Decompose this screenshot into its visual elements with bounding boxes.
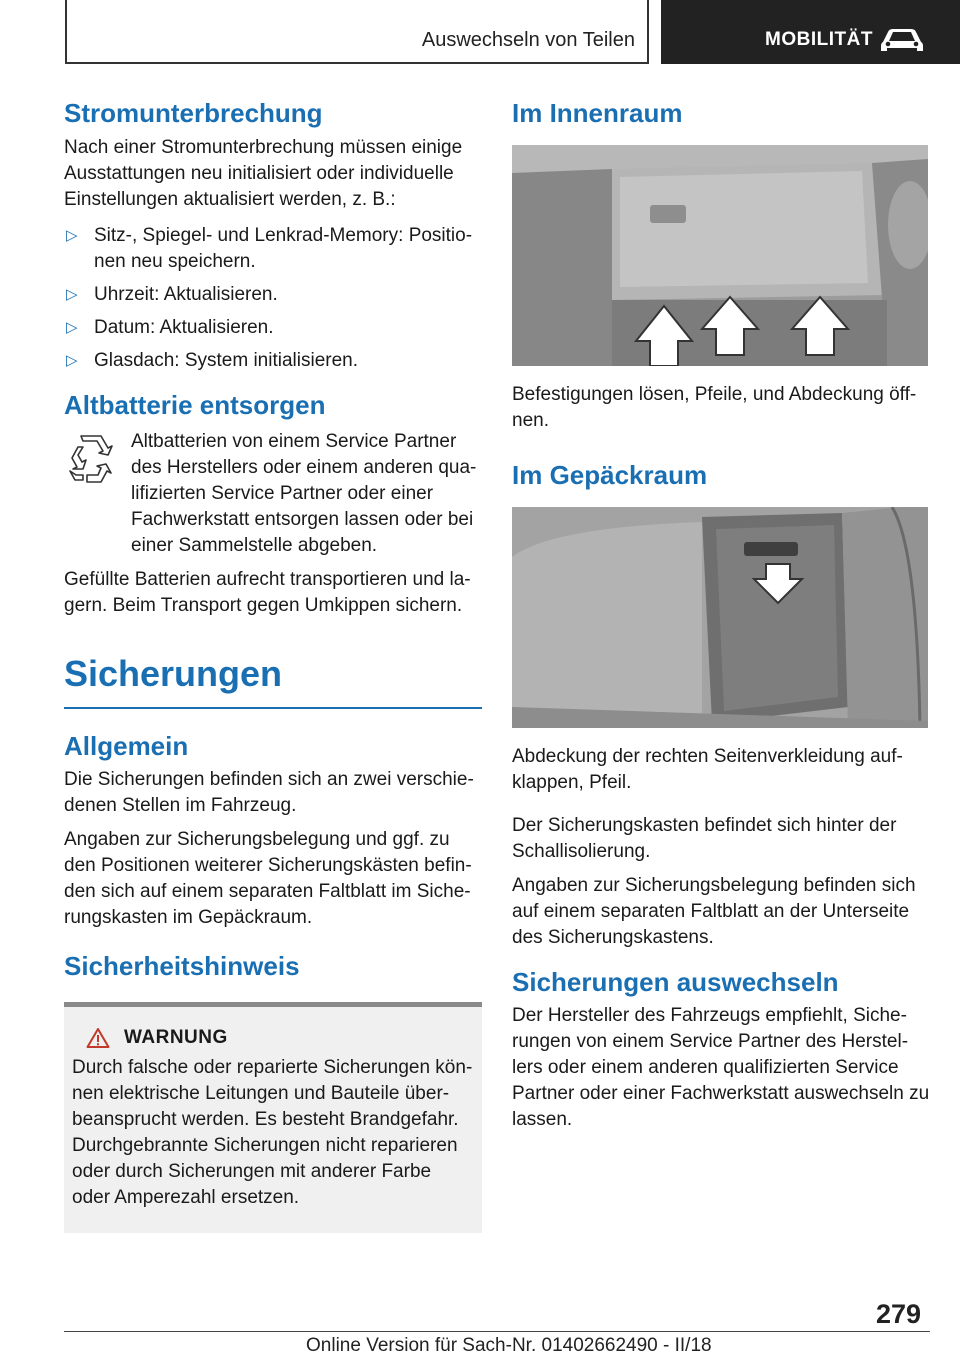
section-stromunterbrechung [64, 98, 482, 374]
recycle-icon [64, 433, 116, 485]
warning-box [64, 1002, 482, 1233]
stromunterbrechung-intro: Nach einer Stromunterbrechung müssen einige Ausstattungen neu initialisiert oder individuelle Einstellungen aktualisiert werden, z. B.: [64, 137, 463, 211]
list-item: ▷ Sitz-, Spiegel- und Lenkrad-Memory: Positionen neu speichern. [66, 225, 473, 273]
header-chapter-bar [661, 0, 960, 64]
heading-sicherheitshinweis: Sicherheitshinweis [64, 950, 300, 981]
trunk-illustration [512, 507, 928, 728]
glovebox-illustration [512, 145, 928, 366]
altbatterie-para1: Altbatterien von einem Service Partner des Herstellers oder einem anderen qualifizierten Service Partner oder einer Fachwerkstatt entsorgen lassen oder bei einer Sammelstelle abgeben. [131, 431, 477, 557]
heading-sicherungen: Sicherungen [64, 653, 283, 695]
header-section-title: Auswechseln von Teilen [421, 29, 635, 51]
triangle-bullet-icon: ▷ [66, 352, 78, 370]
list-item: ▷ Glasdach: System initialisieren. [64, 348, 482, 374]
warning-text: Durch falsche oder reparierte Sicherungen können elektrische Leitungen und Bauteile überbeansprucht werden. Es besteht Brandgefahr. Durchgebrannte Sicherungen nicht reparieren oder durch Sicherungen mit anderer Farbe oder Amperezahl ersetzen. [72, 1056, 473, 1208]
footer-online-version: Online Version für Sach-Nr. 01402662490 - II/18 [306, 1335, 712, 1356]
glovebox-figure [512, 145, 928, 366]
list-item: ▷ Datum: Aktualisieren. [64, 315, 482, 341]
section-sicherungen [64, 653, 482, 1232]
triangle-bullet-icon: ▷ [66, 319, 78, 337]
heading-altbatterie: Altbatterie entsorgen [64, 390, 326, 421]
heading-sicherungen-auswechseln: Sicherungen auswechseln [512, 967, 839, 998]
gepaeckraum-para2: Der Sicherungskasten befindet sich hinter der Schallisolierung. [512, 815, 897, 863]
list-item: ▷ Uhrzeit: Aktualisieren. [64, 282, 482, 308]
gepaeckraum-caption: Abdeckung der rechten Seitenverkleidung aufklappen, Pfeil. [512, 746, 903, 794]
gepaeckraum-para3: Angaben zur Sicherungsbelegung befinden sich auf einem separaten Faltblatt an der Unterseite des Sicherungskastens. [512, 875, 916, 949]
car-icon [879, 26, 925, 54]
warning-title: WARNUNG [124, 1026, 228, 1048]
heading-gepaeckraum: Im Gepäckraum [512, 460, 708, 491]
heading-allgemein: Allgemein [64, 731, 189, 762]
heading-underline [64, 707, 482, 709]
allgemein-para2: Angaben zur Sicherungsbelegung und ggf. zu den Positionen weiterer Sicherungskästen befinden sich auf einem separaten Faltblatt im Sicherungskasten im Gepäckraum. [64, 828, 472, 928]
footer-divider [64, 1331, 930, 1332]
heading-innenraum: Im Innenraum [512, 98, 683, 128]
header-chapter-title: MOBILITÄT [765, 29, 873, 50]
warning-triangle-icon [86, 1027, 110, 1049]
allgemein-para1: Die Sicherungen befinden sich an zwei verschiedenen Stellen im Fahrzeug. [64, 768, 474, 816]
innenraum-caption: Befestigungen lösen, Pfeile, und Abdeckung öffnen. [512, 384, 917, 432]
right-column [512, 98, 930, 1133]
altbatterie-para2: Gefüllte Batterien aufrecht transportieren und lagern. Beim Transport gegen Umkippen sichern. [64, 569, 471, 617]
trunk-figure [512, 507, 928, 728]
page-number: 279 [876, 1299, 922, 1329]
left-column [64, 98, 482, 1233]
stromunterbrechung-list [64, 223, 482, 374]
triangle-bullet-icon: ▷ [66, 227, 78, 245]
section-altbatterie [64, 390, 482, 619]
heading-stromunterbrechung: Stromunterbrechung [64, 98, 323, 128]
triangle-bullet-icon: ▷ [66, 286, 78, 304]
auswechseln-para: Der Hersteller des Fahrzeugs empfiehlt, Sicherungen von einem Service Partner des Herstellers oder einem anderen qualifizierten Service Partner oder einer Fachwerkstatt auswechseln zu lassen. [512, 1004, 930, 1130]
